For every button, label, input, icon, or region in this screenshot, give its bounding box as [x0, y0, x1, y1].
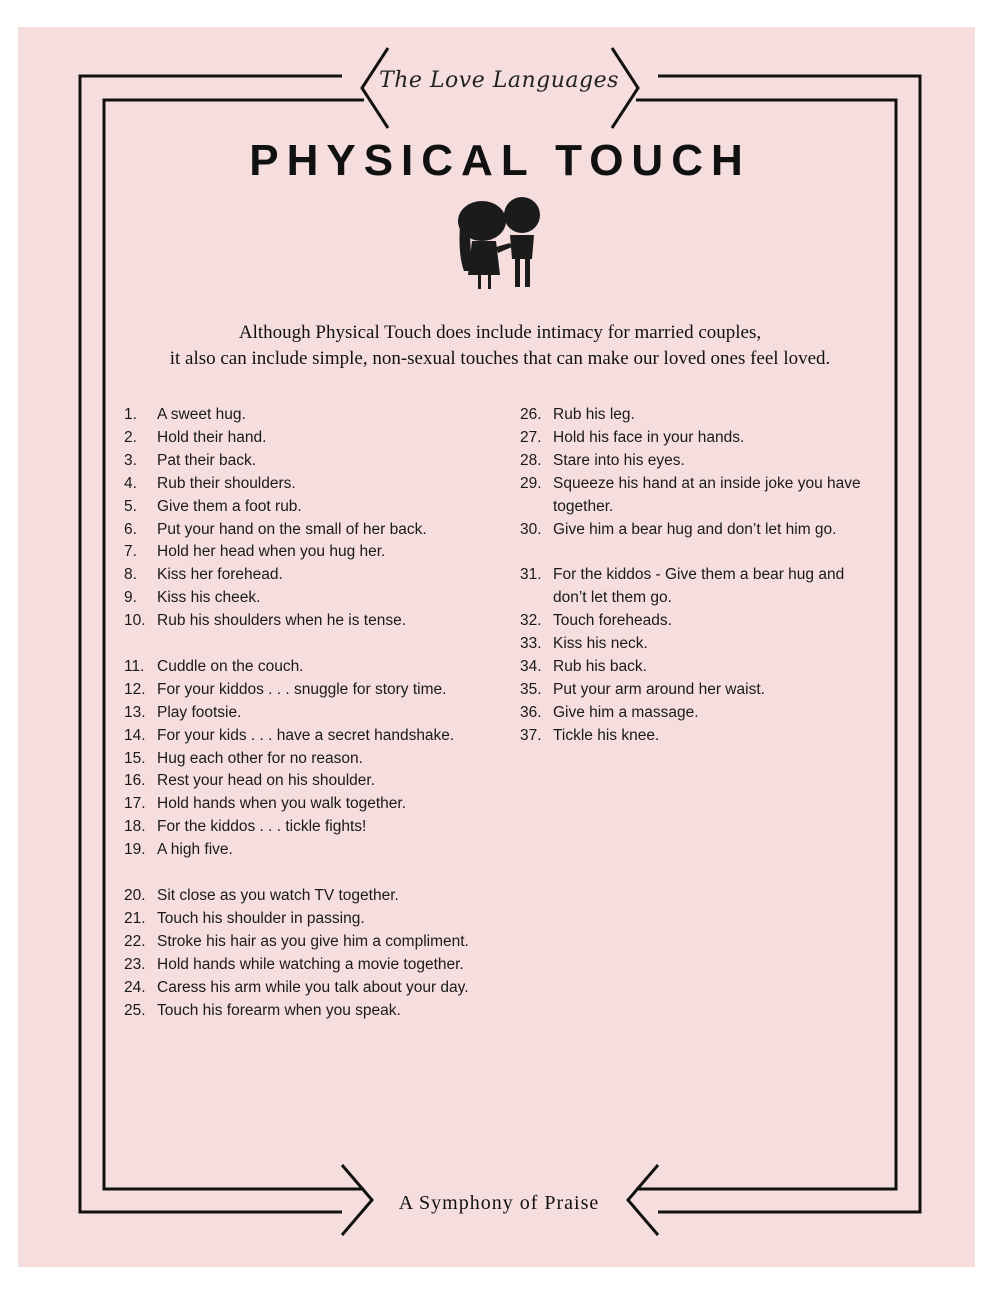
list-item	[124, 908, 494, 931]
list-item	[520, 404, 880, 427]
intro-line-1: Although Physical Touch does include intimacy for married couples,	[238, 322, 762, 343]
list-item	[520, 633, 880, 656]
list-item	[520, 725, 880, 748]
list-item	[520, 656, 880, 679]
list-item	[124, 977, 494, 1000]
footer-brand: A Symphony of Praise	[398, 1192, 600, 1214]
list-item-text: Hold hands when you walk together.	[157, 795, 407, 813]
list-item-number: 34.	[520, 657, 542, 675]
list-item	[124, 404, 494, 427]
list-item-text: Touch foreheads.	[553, 612, 672, 630]
list-item	[520, 564, 880, 610]
list-item-text: Rub his leg.	[553, 406, 635, 423]
list-item-text: A high five.	[157, 841, 233, 859]
list-item	[124, 587, 494, 610]
list-item-text: Touch his forearm when you speak.	[157, 1001, 401, 1019]
list-item-number: 1.	[124, 406, 137, 423]
list-item	[124, 748, 494, 771]
list-item-text: Tickle his knee.	[553, 726, 660, 744]
list-item	[520, 702, 880, 725]
list-item-text: Rub their shoulders.	[157, 474, 296, 492]
list-item-text: Hug each other for no reason.	[157, 749, 363, 767]
list-item	[520, 473, 880, 519]
list-item-number: 30.	[520, 520, 542, 538]
list-item-number: 22.	[124, 932, 146, 950]
list-item	[124, 954, 494, 977]
list-item-text: For your kiddos . . . snuggle for story time.	[157, 680, 447, 698]
list-item-number: 27.	[520, 428, 542, 446]
list-item-number: 36.	[520, 703, 542, 721]
list-item-text: Squeeze his hand at an inside joke you have together.	[553, 474, 861, 515]
list-item	[124, 1000, 494, 1023]
list-item-text: Kiss his cheek.	[157, 589, 261, 607]
list-item-text: For the kiddos . . . tickle fights!	[157, 818, 367, 836]
list-item	[124, 702, 494, 725]
list-item	[124, 931, 494, 954]
list-item-number: 35.	[520, 680, 542, 698]
list-item-number: 32.	[520, 612, 542, 630]
list-item-text: Give him a bear hug and don’t let him go.	[553, 520, 837, 538]
list-item-text: Cuddle on the couch.	[157, 657, 304, 675]
list-item-number: 31.	[520, 566, 542, 584]
list-item-text: Play footsie.	[157, 703, 242, 721]
list-item	[124, 564, 494, 587]
ideas-list-right	[520, 404, 880, 748]
list-item-number: 10.	[124, 612, 146, 630]
list-item-number: 2.	[124, 428, 137, 446]
list-item-text: Stroke his hair as you give him a compliment.	[157, 932, 469, 950]
list-item-number: 7.	[124, 543, 137, 561]
list-item	[124, 793, 494, 816]
list-item-number: 26.	[520, 406, 542, 423]
list-item	[124, 725, 494, 748]
intro-line-2: it also can include simple, non-sexual touches that can make our loved ones feel loved.	[169, 348, 831, 369]
list-item	[124, 839, 494, 862]
list-item-text: A sweet hug.	[157, 406, 246, 423]
list-item-number: 33.	[520, 635, 542, 653]
list-item-text: For your kids . . . have a secret handshake.	[157, 726, 455, 744]
list-item-number: 3.	[124, 451, 137, 469]
header-script-label: The Love Languages	[379, 68, 619, 93]
list-item	[520, 519, 880, 542]
list-item	[124, 770, 494, 793]
list-item-number: 21.	[124, 909, 146, 927]
list-item-number: 14.	[124, 726, 146, 744]
list-item	[124, 473, 494, 496]
couple-icon	[452, 197, 546, 291]
list-item	[520, 679, 880, 702]
list-item-text: Kiss his neck.	[553, 635, 648, 653]
list-item-number: 25.	[124, 1001, 146, 1019]
list-item	[124, 679, 494, 702]
list-item	[520, 450, 880, 473]
list-item-text: Rub his back.	[553, 657, 647, 675]
list-item	[124, 610, 494, 633]
list-item	[124, 885, 494, 908]
list-item-text: Stare into his eyes.	[553, 451, 685, 469]
list-item-number: 28.	[520, 451, 542, 469]
list-item-number: 5.	[124, 497, 137, 515]
list-item-number: 23.	[124, 955, 146, 973]
list-item-number: 15.	[124, 749, 146, 767]
list-item	[124, 656, 494, 679]
list-item-number: 9.	[124, 589, 137, 607]
list-item-text: Hold her head when you hug her.	[157, 543, 386, 561]
list-item-number: 37.	[520, 726, 542, 744]
list-item-text: Pat their back.	[157, 451, 257, 469]
list-item-text: Put your arm around her waist.	[553, 680, 765, 698]
page-title: PHYSICAL TOUCH	[249, 136, 751, 185]
list-item	[124, 816, 494, 839]
list-item-text: Kiss her forehead.	[157, 566, 283, 584]
list-item-text: Hold their hand.	[157, 428, 267, 446]
list-item	[124, 496, 494, 519]
list-item-text: Hold hands while watching a movie together.	[157, 955, 464, 973]
list-item-number: 11.	[124, 657, 145, 675]
list-item-text: Rest your head on his shoulder.	[157, 772, 375, 790]
list-item-number: 20.	[124, 887, 146, 904]
list-item-number: 19.	[124, 841, 146, 859]
ideas-list-left	[124, 404, 494, 1022]
list-item	[124, 541, 494, 564]
list-item	[520, 427, 880, 450]
list-item-number: 13.	[124, 703, 146, 721]
list-item-number: 18.	[124, 818, 146, 836]
list-item-number: 16.	[124, 772, 146, 790]
list-item-text: Give him a massage.	[553, 703, 699, 721]
list-item	[124, 450, 494, 473]
list-item	[520, 610, 880, 633]
intro-paragraph	[100, 320, 900, 372]
list-item	[124, 519, 494, 542]
list-item-text: Give them a foot rub.	[157, 497, 302, 515]
list-item-number: 4.	[124, 474, 137, 492]
list-item-number: 12.	[124, 680, 146, 698]
list-item-number: 29.	[520, 474, 542, 492]
list-item-text: Caress his arm while you talk about your day.	[157, 978, 469, 996]
list-item-text: For the kiddos - Give them a bear hug and don’t let them go.	[553, 566, 845, 607]
list-item	[124, 427, 494, 450]
list-item-number: 8.	[124, 566, 137, 584]
list-item-number: 24.	[124, 978, 146, 996]
list-item-number: 17.	[124, 795, 146, 813]
list-item-text: Put your hand on the small of her back.	[157, 520, 427, 538]
list-item-text: Hold his face in your hands.	[553, 428, 745, 446]
list-item-text: Sit close as you watch TV together.	[157, 887, 399, 904]
list-item-text: Touch his shoulder in passing.	[157, 909, 365, 927]
list-item-text: Rub his shoulders when he is tense.	[157, 612, 407, 630]
list-item-number: 6.	[124, 520, 137, 538]
